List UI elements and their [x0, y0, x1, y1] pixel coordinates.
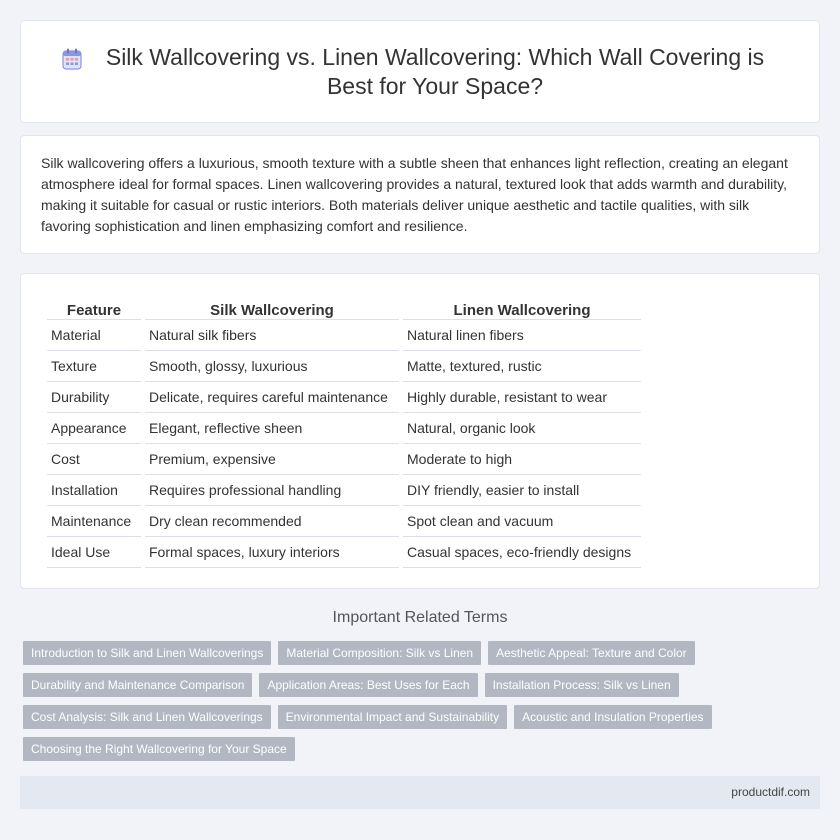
silk-cell: Premium, expensive: [145, 444, 399, 475]
silk-cell: Elegant, reflective sheen: [145, 413, 399, 444]
feature-cell: Appearance: [47, 413, 141, 444]
feature-cell: Texture: [47, 351, 141, 382]
table-row: [47, 413, 641, 444]
silk-cell: Formal spaces, luxury interiors: [145, 537, 399, 568]
related-terms-list: [23, 641, 743, 761]
linen-cell: Moderate to high: [403, 444, 641, 475]
feature-cell: Durability: [47, 382, 141, 413]
table-row: [47, 382, 641, 413]
linen-cell: Matte, textured, rustic: [403, 351, 641, 382]
title-card: [20, 20, 820, 123]
related-term-link[interactable]: Material Composition: Silk vs Linen: [278, 641, 481, 665]
silk-cell: Smooth, glossy, luxurious: [145, 351, 399, 382]
related-term-link[interactable]: Choosing the Right Wallcovering for Your Space: [23, 737, 295, 761]
footer: [20, 776, 820, 809]
table-header-row: [47, 295, 641, 320]
footer-site-link[interactable]: productdif.com: [731, 785, 810, 799]
related-term-link[interactable]: Cost Analysis: Silk and Linen Wallcoverings: [23, 705, 271, 729]
feature-cell: Material: [47, 320, 141, 351]
related-term-link[interactable]: Application Areas: Best Uses for Each: [259, 673, 477, 697]
feature-cell: Cost: [47, 444, 141, 475]
related-term-link[interactable]: Environmental Impact and Sustainability: [278, 705, 507, 729]
header-feature: Feature: [47, 295, 141, 320]
linen-cell: Natural, organic look: [403, 413, 641, 444]
table-row: [47, 351, 641, 382]
table-row: [47, 537, 641, 568]
related-term-link[interactable]: Introduction to Silk and Linen Wallcoverings: [23, 641, 271, 665]
silk-cell: Delicate, requires careful maintenance: [145, 382, 399, 413]
related-term-link[interactable]: Aesthetic Appeal: Texture and Color: [488, 641, 695, 665]
related-term-link[interactable]: Installation Process: Silk vs Linen: [485, 673, 679, 697]
related-term-link[interactable]: Durability and Maintenance Comparison: [23, 673, 252, 697]
related-term-link[interactable]: Acoustic and Insulation Properties: [514, 705, 711, 729]
header-linen: Linen Wallcovering: [403, 295, 641, 320]
page-title: Silk Wallcovering vs. Linen Wallcovering: Which Wall Covering is Best for Your Space?: [105, 44, 765, 99]
related-terms-heading: Important Related Terms: [332, 609, 508, 626]
table-row: [47, 506, 641, 537]
linen-cell: Highly durable, resistant to wear: [403, 382, 641, 413]
feature-cell: Installation: [47, 475, 141, 506]
linen-cell: Casual spaces, eco-friendly designs: [403, 537, 641, 568]
calendar-icon: [62, 48, 82, 70]
table-row: [47, 475, 641, 506]
comparison-table: [43, 295, 645, 568]
silk-cell: Natural silk fibers: [145, 320, 399, 351]
silk-cell: Requires professional handling: [145, 475, 399, 506]
silk-cell: Dry clean recommended: [145, 506, 399, 537]
header-silk: Silk Wallcovering: [145, 295, 399, 320]
summary-text: Silk wallcovering offers a luxurious, smooth texture with a subtle sheen that enhances light reflection, creating an elegant atmosphere ideal for formal spaces. Linen wallcovering provides a natural, textured look that adds warmth and durability, making it suitable for casual or rustic interiors. Both materials deliver unique aesthetic and tactile qualities, with silk favoring sophistication and linen emphasizing comfort and resilience.: [41, 155, 788, 234]
comparison-card: [20, 273, 820, 589]
table-row: [47, 320, 641, 351]
linen-cell: Natural linen fibers: [403, 320, 641, 351]
feature-cell: Maintenance: [47, 506, 141, 537]
summary-card: [20, 135, 820, 254]
feature-cell: Ideal Use: [47, 537, 141, 568]
linen-cell: DIY friendly, easier to install: [403, 475, 641, 506]
linen-cell: Spot clean and vacuum: [403, 506, 641, 537]
table-row: [47, 444, 641, 475]
